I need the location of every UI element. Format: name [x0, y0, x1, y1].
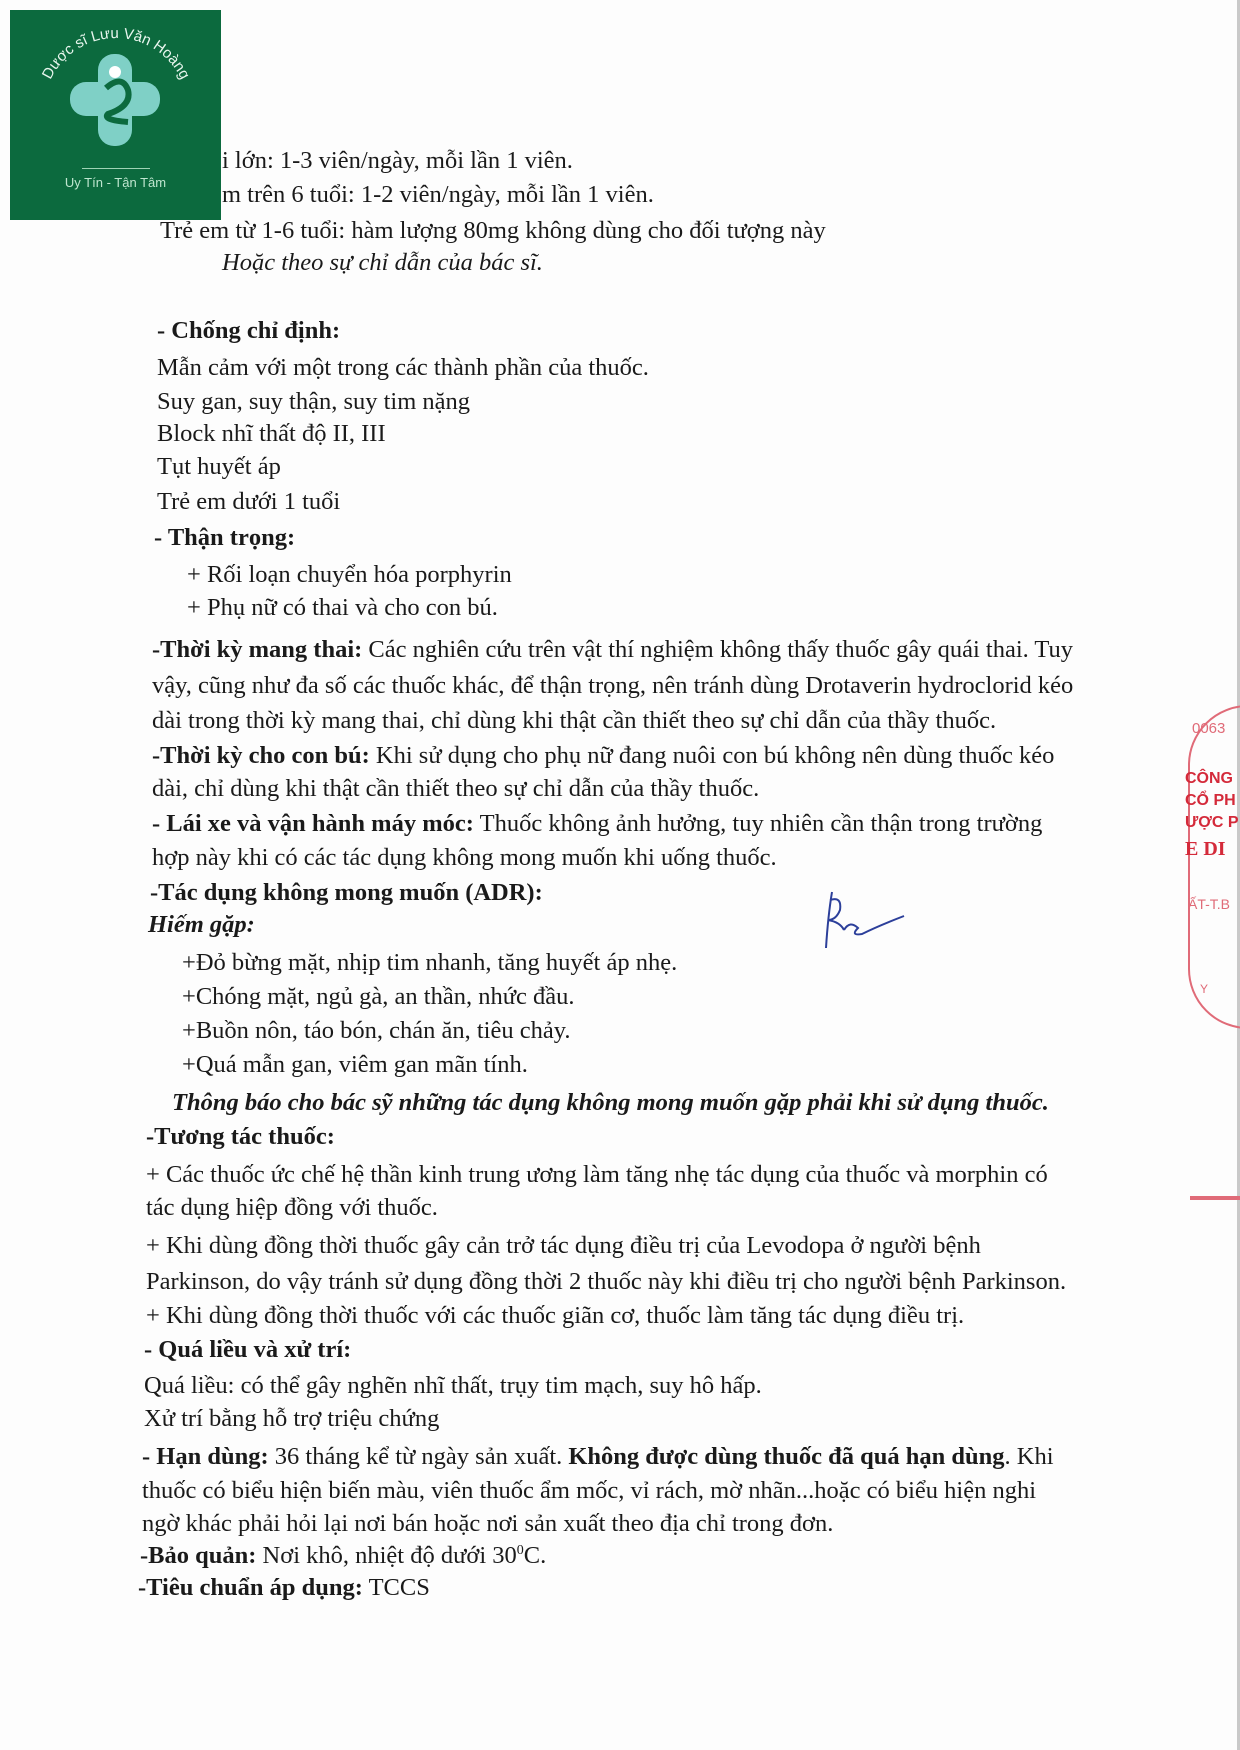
interactions-line: + Khi dùng đồng thời thuốc gây cản trở tác dụng điều trị của Levodopa ở người bệnh [146, 1232, 981, 1259]
overdose-line: Xử trí bằng hỗ trợ triệu chứng [144, 1405, 440, 1432]
stamp-line: Y [1200, 982, 1209, 996]
interactions-line: + Khi dùng đồng thời thuốc với các thuốc giãn cơ, thuốc làm tăng tác dụng điều trị. [146, 1302, 965, 1329]
stamp-line: ẤT-T.B [1188, 896, 1231, 912]
overdose-line: Quá liều: có thể gây nghẽn nhĩ thất, trụy tim mạch, suy hô hấp. [144, 1372, 762, 1399]
interactions-line: + Các thuốc ức chế hệ thần kinh trung ương làm tăng nhẹ tác dụng của thuốc và morphin có [146, 1161, 1048, 1188]
adr-item: +Buồn nôn, táo bón, chán ăn, tiêu chảy. [182, 1017, 571, 1044]
adr-item: +Chóng mặt, ngủ gà, an thần, nhức đầu. [182, 983, 575, 1010]
driving-line-1: - Lái xe và vận hành máy móc: Thuốc không ảnh hưởng, tuy nhiên cần thận trong trường [152, 810, 1043, 837]
shelf-life-line-1: - Hạn dùng: 36 tháng kể từ ngày sản xuất. Không được dùng thuốc đã quá hạn dùng. Khi [142, 1443, 1054, 1470]
pharmacist-logo [10, 10, 221, 220]
pregnancy-line-3: dài trong thời kỳ mang thai, chỉ dùng khi thật cần thiết theo sự chỉ dẫn của thầy thuốc. [152, 707, 997, 734]
adr-notice: Thông báo cho bác sỹ những tác dụng không mong muốn gặp phải khi sử dụng thuốc. [172, 1089, 1049, 1116]
stamp-line: ƯỢC P [1185, 814, 1239, 831]
degree-superscript: 0 [516, 1543, 524, 1558]
handwritten-signature [820, 886, 910, 956]
pregnancy-line-2: vậy, cũng như đa số các thuốc khác, để thận trọng, nên tránh dùng Drotaverin hydroclorid kéo [152, 672, 1074, 699]
contraindication-item: Mẫn cảm với một trong các thành phần của thuốc. [157, 354, 649, 381]
logo-tagline: Uy Tín - Tận Tâm [64, 175, 167, 190]
pregnancy-line-1: -Thời kỳ mang thai: Các nghiên cứu trên vật thí nghiệm không thấy thuốc gây quái thai. Tuy [152, 636, 1074, 663]
standard-heading: -Tiêu chuẩn áp dụng: [138, 1574, 363, 1601]
interactions-line: Parkinson, do vậy tránh sử dụng đồng thời 2 thuốc này khi điều trị cho người bệnh Parkinson. [146, 1268, 1067, 1295]
shelf-life-line-3: ngờ khác phải hỏi lại nơi bán hoặc nơi sản xuất theo địa chỉ trong đơn. [142, 1510, 834, 1537]
storage-line: -Bảo quản: Nơi khô, nhiệt độ dưới $30^0C$. [140, 1542, 547, 1569]
storage-heading: -Bảo quản: [140, 1542, 257, 1569]
contraindication-item: Trẻ em dưới 1 tuổi [157, 488, 341, 515]
precautions-heading: - Thận trọng: [154, 524, 296, 551]
precaution-item: + Phụ nữ có thai và cho con bú. [187, 594, 498, 621]
stamp-ring [1188, 705, 1240, 1029]
shelf-life-warning: Không được dùng thuốc đã quá hạn dùng [568, 1443, 1005, 1470]
adr-item: +Đỏ bừng mặt, nhịp tim nhanh, tăng huyết áp nhẹ. [182, 949, 678, 976]
dosage-children-1to6: Trẻ em từ 1-6 tuổi: hàm lượng 80mg không dùng cho đối tượng này [160, 217, 826, 244]
dosage-adults: i lớn: 1-3 viên/ngày, mỗi lần 1 viên. [222, 147, 573, 174]
interactions-line: tác dụng hiệp đồng với thuốc. [146, 1194, 438, 1221]
dosage-children-over6: m trên 6 tuổi: 1-2 viên/ngày, mỗi lần 1 viên. [222, 181, 654, 208]
pregnancy-heading: -Thời kỳ mang thai: [152, 636, 363, 663]
shelf-life-heading: - Hạn dùng: [142, 1443, 269, 1470]
dosage-or-doctor: Hoặc theo sự chỉ dẫn của bác sĩ. [222, 249, 543, 276]
adr-rare-label: Hiếm gặp: [148, 911, 255, 938]
lactation-line-1: -Thời kỳ cho con bú: Khi sử dụng cho phụ nữ đang nuôi con bú không nên dùng thuốc kéo [152, 742, 1055, 769]
lactation-line-2: dài, chỉ dùng khi thật cần thiết theo sự chỉ dẫn của thầy thuốc. [152, 775, 760, 802]
stamp-line: E DI [1185, 838, 1226, 860]
contraindication-item: Tụt huyết áp [157, 453, 281, 480]
contraindications-heading: - Chống chỉ định: [157, 317, 341, 344]
driving-heading: - Lái xe và vận hành máy móc: [152, 810, 474, 837]
stamp-line: CỔ PH [1185, 792, 1236, 809]
stamp-mark [1190, 1196, 1240, 1200]
stamp-number: 0063 [1192, 720, 1226, 737]
company-stamp [1180, 700, 1240, 1220]
lactation-heading: -Thời kỳ cho con bú: [152, 742, 370, 769]
standard-line: -Tiêu chuẩn áp dụng: TCCS [138, 1574, 430, 1601]
contraindication-item: Block nhĩ thất độ II, III [157, 420, 386, 447]
overdose-heading: - Quá liều và xử trí: [144, 1336, 352, 1363]
adr-heading: -Tác dụng không mong muốn (ADR): [150, 879, 543, 906]
contraindication-item: Suy gan, suy thận, suy tim nặng [157, 388, 471, 415]
logo-divider [82, 168, 150, 169]
stamp-line: CÔNG [1185, 770, 1233, 787]
interactions-heading: -Tương tác thuốc: [146, 1123, 335, 1150]
shelf-life-line-2: thuốc có biểu hiện biến màu, viên thuốc ẩm mốc, vỉ rách, mờ nhãn...hoặc có biểu hiện nghi [142, 1477, 1037, 1504]
adr-item: +Quá mẫn gan, viêm gan mãn tính. [182, 1051, 528, 1078]
logo-name: Dược sĩ Lưu Văn Hoàng [38, 24, 194, 82]
driving-line-2: hợp này khi có các tác dụng không mong muốn khi uống thuốc. [152, 844, 777, 871]
precaution-item: + Rối loạn chuyển hóa porphyrin [187, 561, 512, 588]
